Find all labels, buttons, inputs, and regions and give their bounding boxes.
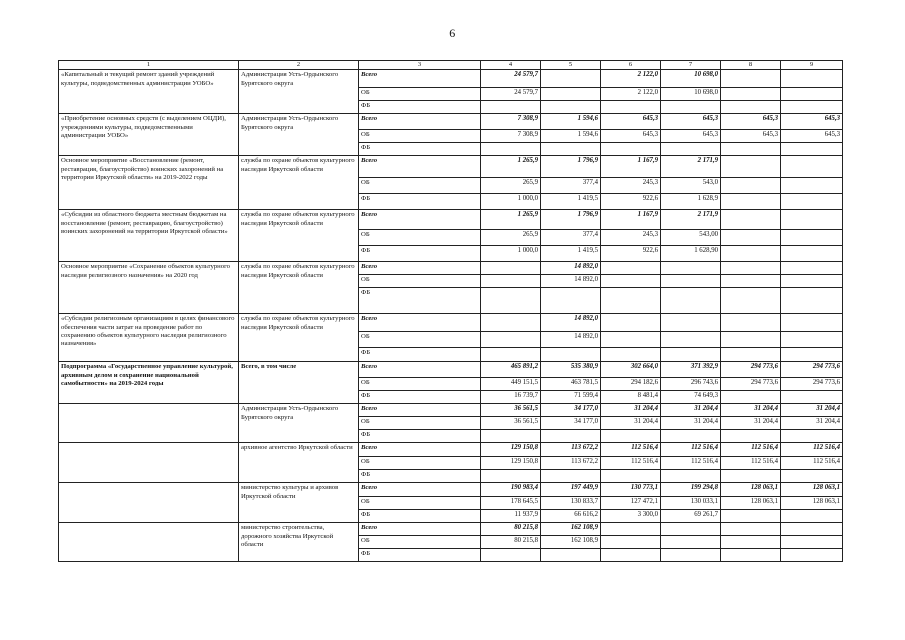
amount-cell bbox=[481, 288, 541, 314]
amount-cell: 645,3 bbox=[781, 130, 843, 143]
budget-source-cell: ОБ bbox=[359, 88, 481, 101]
amount-cell: 7 308,9 bbox=[481, 114, 541, 130]
amount-cell bbox=[661, 430, 721, 443]
amount-cell bbox=[481, 549, 541, 562]
amount-cell bbox=[481, 470, 541, 483]
amount-cell bbox=[781, 70, 843, 88]
amount-cell bbox=[721, 523, 781, 536]
amount-cell: 31 204,4 bbox=[601, 417, 661, 430]
amount-cell: 2 171,9 bbox=[661, 210, 721, 230]
budget-source-cell: ФБ bbox=[359, 510, 481, 523]
budget-source-cell: ОБ bbox=[359, 130, 481, 143]
amount-cell: 66 616,2 bbox=[541, 510, 601, 523]
amount-cell: 190 983,4 bbox=[481, 483, 541, 497]
amount-cell: 113 672,2 bbox=[541, 443, 601, 457]
amount-cell: 1 594,6 bbox=[541, 130, 601, 143]
amount-cell: 112 516,4 bbox=[661, 457, 721, 470]
amount-cell bbox=[601, 348, 661, 362]
amount-cell bbox=[541, 549, 601, 562]
amount-cell bbox=[781, 210, 843, 230]
budget-source-cell: Всего bbox=[359, 314, 481, 332]
amount-cell bbox=[601, 536, 661, 549]
responsible-executor-cell: служба по охране объектов культурного наследия Иркутской области bbox=[239, 210, 359, 262]
budget-source-cell: ОБ bbox=[359, 230, 481, 246]
table-row bbox=[59, 210, 843, 230]
amount-cell: 112 516,4 bbox=[781, 443, 843, 457]
activity-name-cell bbox=[59, 483, 239, 523]
amount-cell bbox=[481, 332, 541, 348]
header-cell: 3 bbox=[359, 61, 481, 70]
table-row bbox=[59, 404, 843, 417]
amount-cell: 1 796,9 bbox=[541, 156, 601, 178]
budget-source-cell: Всего bbox=[359, 362, 481, 378]
responsible-executor-cell: служба по охране объектов культурного наследия Иркутской области bbox=[239, 156, 359, 210]
budget-source-cell: Всего bbox=[359, 156, 481, 178]
amount-cell bbox=[781, 288, 843, 314]
amount-cell: 71 599,4 bbox=[541, 391, 601, 404]
responsible-executor-cell: архивное агентство Иркутской области bbox=[239, 443, 359, 483]
amount-cell: 31 204,4 bbox=[661, 404, 721, 417]
budget-source-cell: ФБ bbox=[359, 549, 481, 562]
amount-cell bbox=[661, 549, 721, 562]
amount-cell bbox=[661, 523, 721, 536]
budget-source-cell: ФБ bbox=[359, 288, 481, 314]
amount-cell: 80 215,8 bbox=[481, 523, 541, 536]
amount-cell bbox=[661, 275, 721, 288]
table-row bbox=[59, 70, 843, 88]
table-row bbox=[59, 483, 843, 497]
amount-cell bbox=[721, 430, 781, 443]
amount-cell: 14 892,0 bbox=[541, 275, 601, 288]
amount-cell bbox=[781, 348, 843, 362]
amount-cell bbox=[541, 88, 601, 101]
amount-cell: 922,6 bbox=[601, 246, 661, 262]
amount-cell bbox=[541, 348, 601, 362]
amount-cell: 178 645,5 bbox=[481, 497, 541, 510]
amount-cell bbox=[781, 332, 843, 348]
budget-source-cell: ОБ bbox=[359, 457, 481, 470]
amount-cell bbox=[481, 275, 541, 288]
amount-cell bbox=[781, 246, 843, 262]
header-cell: 7 bbox=[661, 61, 721, 70]
budget-source-cell: ОБ bbox=[359, 332, 481, 348]
amount-cell bbox=[541, 101, 601, 114]
amount-cell bbox=[481, 101, 541, 114]
amount-cell bbox=[781, 549, 843, 562]
amount-cell: 112 516,4 bbox=[661, 443, 721, 457]
header-cell: 5 bbox=[541, 61, 601, 70]
amount-cell bbox=[721, 536, 781, 549]
amount-cell: 128 063,1 bbox=[781, 483, 843, 497]
amount-cell: 543,00 bbox=[661, 230, 721, 246]
amount-cell: 14 892,0 bbox=[541, 332, 601, 348]
table-body bbox=[59, 70, 843, 562]
amount-cell: 36 561,5 bbox=[481, 417, 541, 430]
amount-cell bbox=[721, 88, 781, 101]
amount-cell bbox=[781, 262, 843, 275]
amount-cell bbox=[781, 275, 843, 288]
amount-cell bbox=[781, 88, 843, 101]
amount-cell: 645,3 bbox=[661, 114, 721, 130]
budget-source-cell: ФБ bbox=[359, 391, 481, 404]
budget-source-cell: Всего bbox=[359, 210, 481, 230]
activity-name-cell: Основное мероприятие «Сохранение объектов культурного наследия религиозного назначения» на 2020 год bbox=[59, 262, 239, 314]
amount-cell: 24 579,7 bbox=[481, 70, 541, 88]
header-cell: 4 bbox=[481, 61, 541, 70]
amount-cell bbox=[721, 156, 781, 178]
amount-cell: 10 698,0 bbox=[661, 70, 721, 88]
amount-cell bbox=[721, 510, 781, 523]
budget-source-cell: ОБ bbox=[359, 378, 481, 391]
amount-cell: 74 649,3 bbox=[661, 391, 721, 404]
amount-cell bbox=[481, 314, 541, 332]
amount-cell: 129 150,8 bbox=[481, 457, 541, 470]
amount-cell: 36 561,5 bbox=[481, 404, 541, 417]
amount-cell bbox=[661, 536, 721, 549]
amount-cell bbox=[481, 143, 541, 156]
amount-cell: 14 892,0 bbox=[541, 262, 601, 275]
budget-source-cell: ФБ bbox=[359, 430, 481, 443]
amount-cell bbox=[541, 70, 601, 88]
amount-cell: 1 167,9 bbox=[601, 156, 661, 178]
amount-cell: 265,9 bbox=[481, 230, 541, 246]
amount-cell: 31 204,4 bbox=[721, 404, 781, 417]
amount-cell: 34 177,0 bbox=[541, 404, 601, 417]
amount-cell bbox=[721, 275, 781, 288]
amount-cell: 80 215,8 bbox=[481, 536, 541, 549]
amount-cell bbox=[721, 391, 781, 404]
amount-cell: 1 265,9 bbox=[481, 156, 541, 178]
activity-name-cell bbox=[59, 443, 239, 483]
activity-name-cell: «Субсидии из областного бюджета местным бюджетам на восстановление (ремонт, реставрацию, благоустройство) воинских захоронений на территории Иркутской области» bbox=[59, 210, 239, 262]
budget-source-cell: Всего bbox=[359, 262, 481, 275]
amount-cell bbox=[481, 348, 541, 362]
header-cell: 9 bbox=[781, 61, 843, 70]
amount-cell: 1 419,5 bbox=[541, 246, 601, 262]
amount-cell bbox=[721, 549, 781, 562]
amount-cell: 645,3 bbox=[721, 130, 781, 143]
amount-cell: 130 773,1 bbox=[601, 483, 661, 497]
amount-cell bbox=[661, 101, 721, 114]
activity-name-cell: «Капитальный и текущий ремонт зданий учреждений культуры, подведомственных администрации УОБО» bbox=[59, 70, 239, 114]
responsible-executor-cell: министерство культуры и архивов Иркутской области bbox=[239, 483, 359, 523]
amount-cell bbox=[541, 288, 601, 314]
amount-cell: 377,4 bbox=[541, 230, 601, 246]
amount-cell: 922,6 bbox=[601, 194, 661, 210]
activity-name-cell: «Субсидии религиозным организациям в целях финансового обеспечения части затрат на проведение работ по сохранению объектов культурного наследия религиозного назначения» bbox=[59, 314, 239, 362]
amount-cell: 1 796,9 bbox=[541, 210, 601, 230]
amount-cell: 645,3 bbox=[721, 114, 781, 130]
amount-cell bbox=[601, 314, 661, 332]
budget-source-cell: ФБ bbox=[359, 101, 481, 114]
header-cell: 6 bbox=[601, 61, 661, 70]
activity-name-cell bbox=[59, 404, 239, 443]
amount-cell: 449 151,5 bbox=[481, 378, 541, 391]
amount-cell bbox=[541, 143, 601, 156]
amount-cell: 112 516,4 bbox=[721, 457, 781, 470]
amount-cell bbox=[601, 101, 661, 114]
budget-source-cell: ФБ bbox=[359, 194, 481, 210]
amount-cell: 128 063,1 bbox=[781, 497, 843, 510]
amount-cell bbox=[721, 332, 781, 348]
activity-name-cell: «Приобретение основных средств (с выделением ОЦДИ), учреждениями культуры, подведомственными администрации УОБО» bbox=[59, 114, 239, 156]
amount-cell: 245,3 bbox=[601, 230, 661, 246]
responsible-executor-cell: Всего, в том числе bbox=[239, 362, 359, 404]
amount-cell: 463 781,5 bbox=[541, 378, 601, 391]
amount-cell: 31 204,4 bbox=[601, 404, 661, 417]
table-row bbox=[59, 362, 843, 378]
activity-name-cell: Подпрограмма «Государственное управление культурой, архивным делом и сохранение национальной самобытности» на 2019-2024 годы bbox=[59, 362, 239, 404]
amount-cell bbox=[661, 143, 721, 156]
amount-cell: 294 773,6 bbox=[721, 378, 781, 391]
amount-cell: 294 773,6 bbox=[781, 378, 843, 391]
header-cell: 8 bbox=[721, 61, 781, 70]
amount-cell: 1 000,0 bbox=[481, 246, 541, 262]
amount-cell: 130 833,7 bbox=[541, 497, 601, 510]
amount-cell bbox=[661, 262, 721, 275]
responsible-executor-cell: Администрация Усть-Ордынского Бурятского округа bbox=[239, 404, 359, 443]
amount-cell: 1 628,90 bbox=[661, 246, 721, 262]
amount-cell bbox=[781, 156, 843, 178]
amount-cell bbox=[721, 230, 781, 246]
amount-cell bbox=[481, 262, 541, 275]
amount-cell bbox=[781, 101, 843, 114]
amount-cell bbox=[781, 230, 843, 246]
amount-cell bbox=[721, 470, 781, 483]
activity-name-cell bbox=[59, 523, 239, 562]
budget-source-cell: ФБ bbox=[359, 348, 481, 362]
amount-cell: 1 167,9 bbox=[601, 210, 661, 230]
amount-cell: 112 516,4 bbox=[721, 443, 781, 457]
amount-cell bbox=[661, 314, 721, 332]
amount-cell: 1 000,0 bbox=[481, 194, 541, 210]
amount-cell: 645,3 bbox=[661, 130, 721, 143]
budget-source-cell: ФБ bbox=[359, 246, 481, 262]
amount-cell: 11 937,9 bbox=[481, 510, 541, 523]
amount-cell: 371 392,9 bbox=[661, 362, 721, 378]
amount-cell bbox=[781, 536, 843, 549]
amount-cell bbox=[721, 348, 781, 362]
amount-cell bbox=[721, 246, 781, 262]
amount-cell bbox=[781, 314, 843, 332]
amount-cell: 197 449,9 bbox=[541, 483, 601, 497]
amount-cell: 34 177,0 bbox=[541, 417, 601, 430]
budget-source-cell: Всего bbox=[359, 404, 481, 417]
amount-cell bbox=[781, 430, 843, 443]
budget-source-cell: ОБ bbox=[359, 275, 481, 288]
amount-cell: 127 472,1 bbox=[601, 497, 661, 510]
budget-source-cell: ФБ bbox=[359, 143, 481, 156]
budget-source-cell: ОБ bbox=[359, 497, 481, 510]
amount-cell: 112 516,4 bbox=[601, 457, 661, 470]
amount-cell bbox=[601, 332, 661, 348]
amount-cell bbox=[781, 391, 843, 404]
amount-cell bbox=[601, 288, 661, 314]
amount-cell: 69 261,7 bbox=[661, 510, 721, 523]
amount-cell: 465 891,2 bbox=[481, 362, 541, 378]
responsible-executor-cell: Администрация Усть-Ордынского Бурятского округа bbox=[239, 70, 359, 114]
amount-cell bbox=[781, 523, 843, 536]
amount-cell bbox=[781, 510, 843, 523]
amount-cell bbox=[781, 143, 843, 156]
amount-cell: 1 594,6 bbox=[541, 114, 601, 130]
amount-cell: 112 516,4 bbox=[781, 457, 843, 470]
amount-cell bbox=[781, 470, 843, 483]
amount-cell: 112 516,4 bbox=[601, 443, 661, 457]
amount-cell: 8 481,4 bbox=[601, 391, 661, 404]
amount-cell: 296 743,6 bbox=[661, 378, 721, 391]
amount-cell bbox=[661, 332, 721, 348]
amount-cell bbox=[601, 275, 661, 288]
responsible-executor-cell: Администрация Усть-Ордынского Бурятского округа bbox=[239, 114, 359, 156]
amount-cell bbox=[541, 470, 601, 483]
amount-cell: 1 265,9 bbox=[481, 210, 541, 230]
amount-cell bbox=[721, 70, 781, 88]
amount-cell: 265,9 bbox=[481, 178, 541, 194]
amount-cell: 162 108,9 bbox=[541, 523, 601, 536]
table-row bbox=[59, 443, 843, 457]
amount-cell bbox=[601, 262, 661, 275]
amount-cell: 1 419,5 bbox=[541, 194, 601, 210]
amount-cell: 535 380,9 bbox=[541, 362, 601, 378]
amount-cell: 16 739,7 bbox=[481, 391, 541, 404]
amount-cell bbox=[721, 262, 781, 275]
amount-cell: 2 122,0 bbox=[601, 88, 661, 101]
amount-cell bbox=[721, 314, 781, 332]
amount-cell bbox=[721, 143, 781, 156]
amount-cell: 3 300,0 bbox=[601, 510, 661, 523]
page-number: 6 bbox=[449, 26, 456, 40]
amount-cell: 7 308,9 bbox=[481, 130, 541, 143]
header-cell: 2 bbox=[239, 61, 359, 70]
amount-cell: 31 204,4 bbox=[781, 404, 843, 417]
amount-cell bbox=[721, 194, 781, 210]
amount-cell: 1 628,9 bbox=[661, 194, 721, 210]
amount-cell: 113 672,2 bbox=[541, 457, 601, 470]
responsible-executor-cell: служба по охране объектов культурного наследия Иркутской области bbox=[239, 314, 359, 362]
table-row bbox=[59, 262, 843, 275]
amount-cell bbox=[481, 430, 541, 443]
budget-table bbox=[58, 60, 843, 562]
header-row bbox=[59, 61, 843, 70]
budget-source-cell: ОБ bbox=[359, 417, 481, 430]
amount-cell bbox=[661, 470, 721, 483]
amount-cell: 294 773,6 bbox=[781, 362, 843, 378]
amount-cell: 31 204,4 bbox=[721, 417, 781, 430]
table-row bbox=[59, 114, 843, 130]
amount-cell bbox=[601, 143, 661, 156]
amount-cell: 294 182,6 bbox=[601, 378, 661, 391]
responsible-executor-cell: служба по охране объектов культурного наследия Иркутской области bbox=[239, 262, 359, 314]
amount-cell bbox=[721, 210, 781, 230]
amount-cell: 302 664,0 bbox=[601, 362, 661, 378]
budget-source-cell: Всего bbox=[359, 443, 481, 457]
amount-cell bbox=[661, 348, 721, 362]
amount-cell: 31 204,4 bbox=[781, 417, 843, 430]
amount-cell: 199 294,8 bbox=[661, 483, 721, 497]
amount-cell bbox=[721, 178, 781, 194]
amount-cell: 128 063,1 bbox=[721, 483, 781, 497]
table-row bbox=[59, 523, 843, 536]
header-cell: 1 bbox=[59, 61, 239, 70]
amount-cell bbox=[601, 523, 661, 536]
amount-cell bbox=[601, 549, 661, 562]
amount-cell bbox=[661, 288, 721, 314]
amount-cell bbox=[601, 470, 661, 483]
table-row bbox=[59, 156, 843, 178]
amount-cell: 2 122,0 bbox=[601, 70, 661, 88]
budget-source-cell: Всего bbox=[359, 523, 481, 536]
amount-cell: 377,4 bbox=[541, 178, 601, 194]
amount-cell bbox=[781, 194, 843, 210]
responsible-executor-cell: министерство строительства, дорожного хозяйства Иркутской области bbox=[239, 523, 359, 562]
amount-cell bbox=[721, 101, 781, 114]
amount-cell bbox=[781, 178, 843, 194]
amount-cell: 130 033,1 bbox=[661, 497, 721, 510]
amount-cell bbox=[721, 288, 781, 314]
amount-cell: 543,0 bbox=[661, 178, 721, 194]
budget-source-cell: Всего bbox=[359, 114, 481, 130]
amount-cell: 245,3 bbox=[601, 178, 661, 194]
budget-source-cell: ОБ bbox=[359, 178, 481, 194]
budget-source-cell: ФБ bbox=[359, 470, 481, 483]
budget-source-cell: Всего bbox=[359, 70, 481, 88]
budget-source-cell: ОБ bbox=[359, 536, 481, 549]
amount-cell: 294 773,6 bbox=[721, 362, 781, 378]
amount-cell: 2 171,9 bbox=[661, 156, 721, 178]
amount-cell: 14 892,0 bbox=[541, 314, 601, 332]
amount-cell bbox=[601, 430, 661, 443]
table-row bbox=[59, 314, 843, 332]
amount-cell: 645,3 bbox=[601, 130, 661, 143]
amount-cell: 24 579,7 bbox=[481, 88, 541, 101]
amount-cell: 645,3 bbox=[781, 114, 843, 130]
budget-source-cell: Всего bbox=[359, 483, 481, 497]
amount-cell bbox=[541, 430, 601, 443]
amount-cell: 31 204,4 bbox=[661, 417, 721, 430]
amount-cell: 10 698,0 bbox=[661, 88, 721, 101]
amount-cell: 129 150,8 bbox=[481, 443, 541, 457]
amount-cell: 128 063,1 bbox=[721, 497, 781, 510]
amount-cell: 645,3 bbox=[601, 114, 661, 130]
activity-name-cell: Основное мероприятие «Восстановление (ремонт, реставрация, благоустройство) воинских захоронений на территории Иркутской области» на 2019-2022 годы bbox=[59, 156, 239, 210]
amount-cell: 162 108,9 bbox=[541, 536, 601, 549]
